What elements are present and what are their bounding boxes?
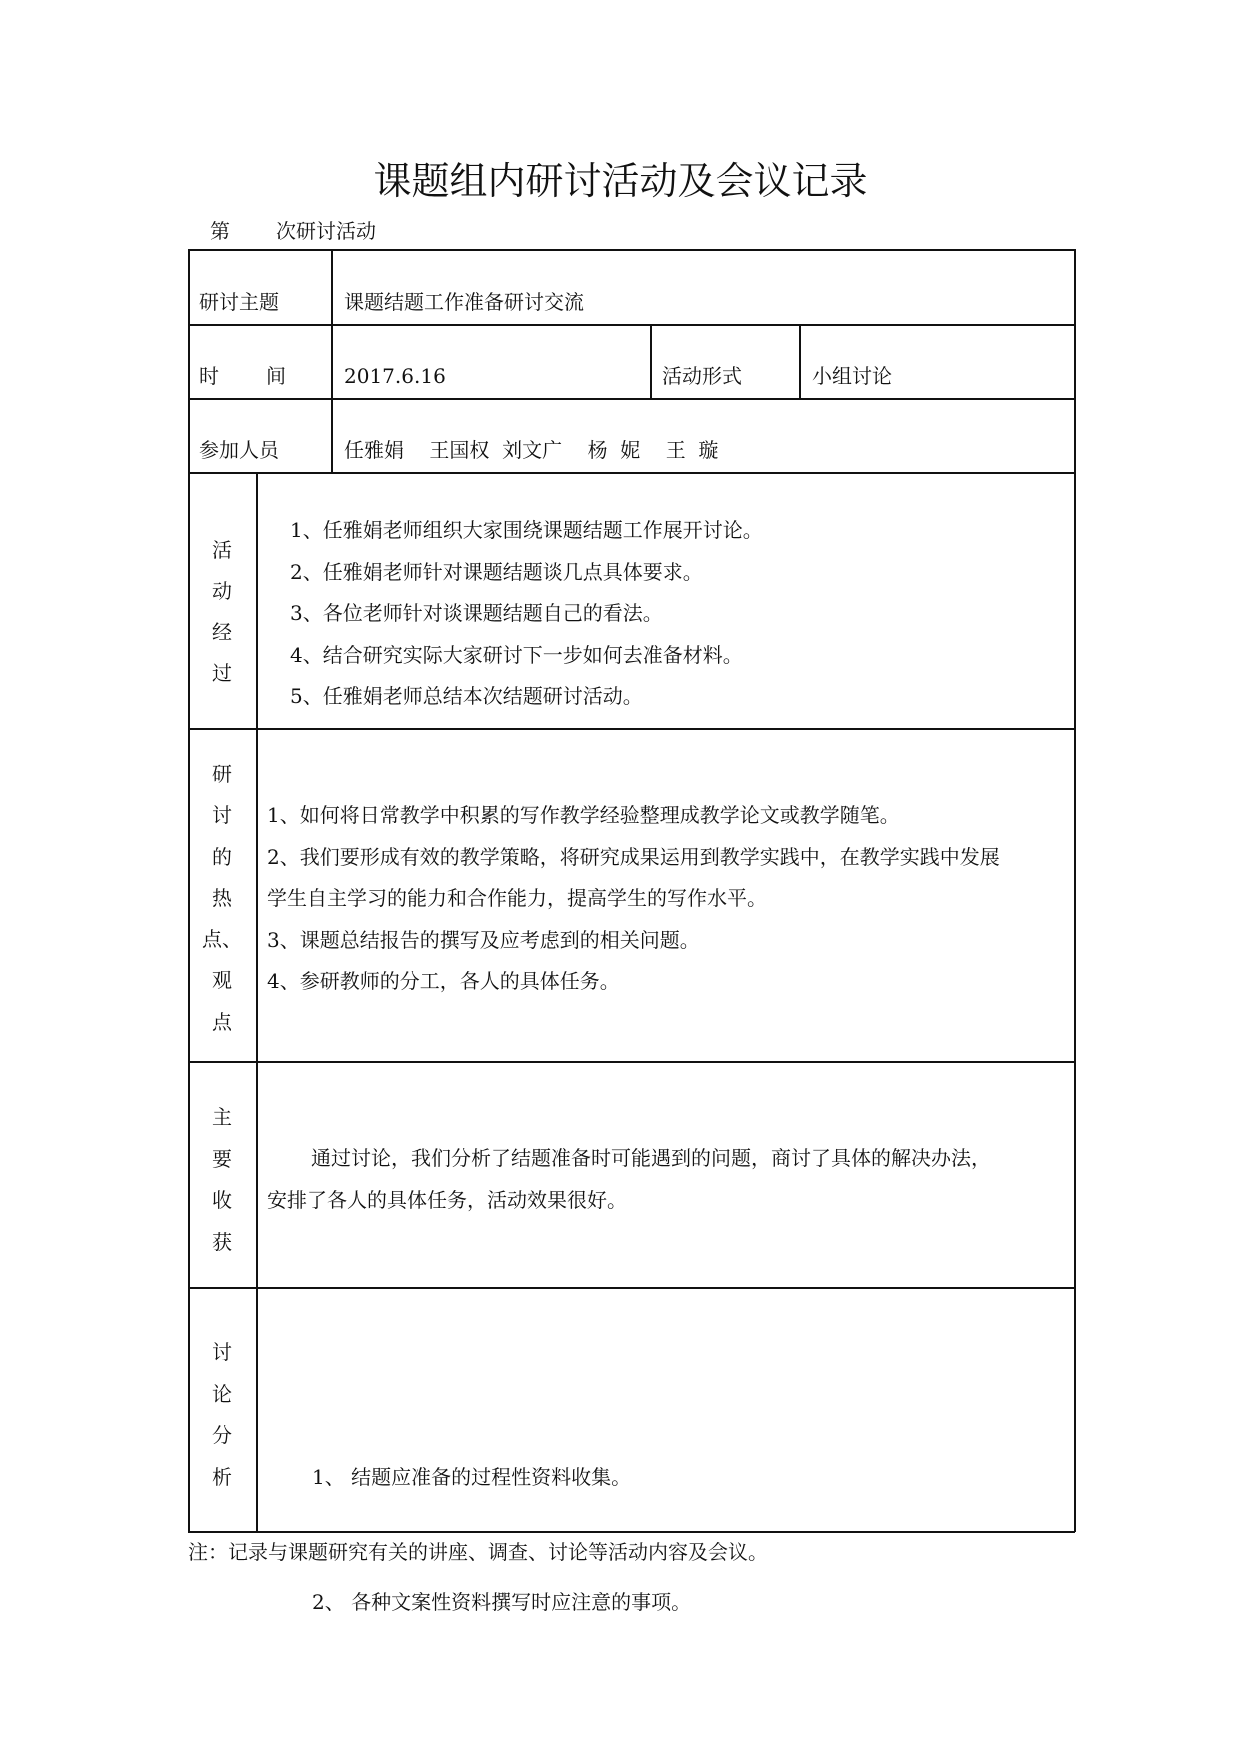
col-divider	[650, 324, 652, 399]
topic-value: 课题结题工作准备研讨交流	[344, 290, 584, 314]
col-divider	[799, 324, 801, 399]
row-divider	[188, 324, 1075, 326]
analysis-label	[188, 1332, 256, 1498]
row-divider	[188, 728, 1075, 730]
col-divider	[256, 472, 258, 1532]
label-char: 收	[212, 1188, 232, 1212]
label-char: 论	[212, 1381, 232, 1406]
row-divider	[188, 1287, 1075, 1289]
label-char: 点、	[202, 927, 242, 952]
row-divider	[188, 472, 1075, 474]
row-divider	[188, 398, 1075, 400]
label-char: 活	[212, 538, 232, 562]
list-item: 2、 各种文案性资料撰写时应注意的事项。	[312, 1589, 692, 1614]
participants-value: 任雅娟 王国权 刘文广 杨 妮 王 璇	[344, 438, 719, 462]
label-char: 动	[212, 579, 232, 603]
list-item: 5、任雅娟老师总结本次结题研讨活动。	[290, 684, 643, 708]
list-item: 1、如何将日常教学中积累的写作教学经验整理成教学论文或教学随笔。	[267, 803, 900, 827]
paragraph-line: 安排了各人的具体任务，活动效果很好。	[267, 1188, 627, 1212]
hotspots-list	[267, 795, 1000, 1003]
list-item: 4、参研教师的分工，各人的具体任务。	[267, 969, 620, 993]
form-label: 活动形式	[662, 364, 742, 388]
table-border	[1074, 249, 1076, 1532]
process-list	[290, 510, 763, 718]
topic-label: 研讨主题	[199, 290, 279, 314]
participants-label: 参加人员	[199, 438, 279, 462]
table-border	[188, 249, 1075, 251]
session-prefix: 第	[210, 219, 230, 243]
list-item: 2、任雅娟老师针对课题结题谈几点具体要求。	[290, 559, 703, 584]
row-divider	[188, 1061, 1075, 1063]
paragraph-line: 通过讨论，我们分析了结题准备时可能遇到的问题，商讨了具体的解决办法，	[311, 1146, 991, 1170]
form-value: 小组讨论	[812, 364, 892, 388]
list-item: 3、各位老师针对谈课题结题自己的看法。	[290, 601, 663, 625]
time-label-b: 间	[266, 364, 286, 388]
label-char: 讨	[212, 803, 232, 828]
list-item: 4、结合研究实际大家研讨下一步如何去准备材料。	[290, 642, 743, 667]
list-item: 学生自主学习的能力和合作能力，提高学生的写作水平。	[267, 886, 767, 910]
process-label	[188, 530, 256, 694]
label-char: 的	[212, 844, 232, 869]
label-char: 分	[212, 1423, 232, 1447]
label-char: 观	[212, 968, 232, 993]
col-divider	[331, 249, 333, 473]
list-item: 2、我们要形成有效的教学策略，将研究成果运用到教学实践中，在教学实践中发展	[267, 844, 1000, 869]
list-item: 1、任雅娟老师组织大家围绕课题结题工作展开讨论。	[290, 518, 763, 542]
hotspots-label	[188, 754, 256, 1043]
time-value: 2017.6.16	[344, 364, 446, 388]
label-char: 热	[212, 885, 232, 910]
label-char: 获	[212, 1229, 232, 1254]
time-label-a: 时	[199, 364, 219, 388]
label-char: 讨	[212, 1340, 232, 1364]
label-char: 过	[212, 661, 232, 685]
label-char: 主	[212, 1105, 232, 1129]
list-item: 1、 结题应准备的过程性资料收集。	[312, 1465, 632, 1489]
label-char: 经	[212, 620, 232, 644]
label-char: 研	[212, 762, 232, 786]
page-title: 课题组内研讨活动及会议记录	[373, 159, 868, 203]
label-char: 析	[212, 1464, 232, 1489]
gains-label	[188, 1097, 256, 1263]
label-char: 点	[212, 1009, 232, 1034]
label-char: 要	[212, 1146, 232, 1171]
list-item: 3、课题总结报告的撰写及应考虑到的相关问题。	[267, 927, 700, 952]
footnote: 注：记录与课题研究有关的讲座、调查、讨论等活动内容及会议。	[188, 1540, 768, 1564]
session-suffix: 次研讨活动	[276, 219, 376, 243]
gains-text	[267, 1137, 991, 1221]
